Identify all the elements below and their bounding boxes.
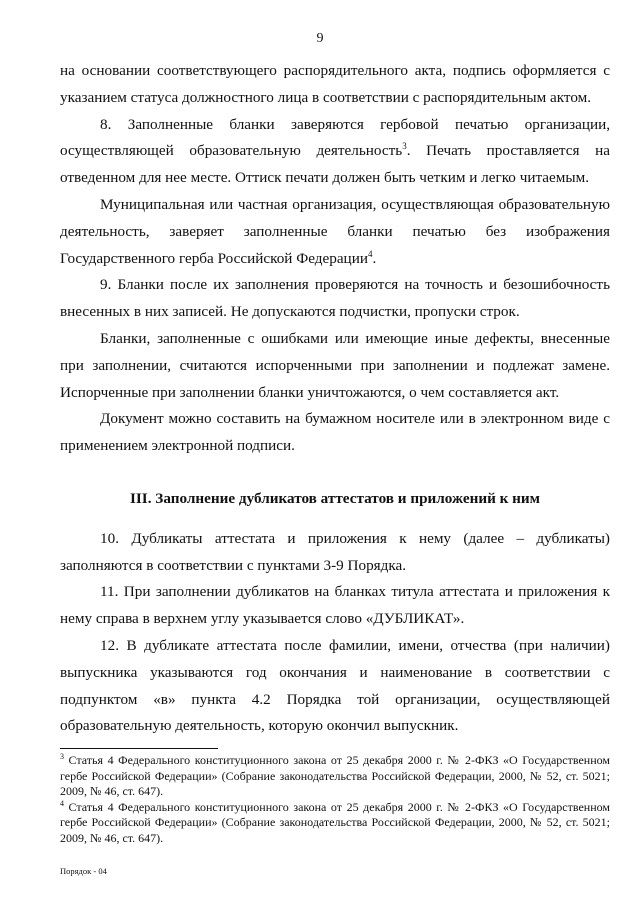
footnote-divider xyxy=(60,748,218,749)
paragraph-municipal-text-b: . xyxy=(372,249,377,267)
paragraph-electronic: Документ можно составить на бумажном носителе или в электронном виде с применением электронной подписи. xyxy=(60,410,610,455)
footnote-3 xyxy=(60,753,610,800)
footnote-mark: 3 xyxy=(60,752,64,761)
footnote-ref-3[interactable]: 3 xyxy=(402,141,407,152)
paragraph-item-8-text-b: . Печать проставляется на отведенном для нее месте. Оттиск печати должен быть четким и легко читаемым. xyxy=(60,142,610,187)
document-code: Порядок - 04 xyxy=(60,866,107,876)
body-text xyxy=(60,58,610,740)
paragraph-item-11: 11. При заполнении дубликатов на бланках титула аттестата и приложения к нему справа в верхнем углу указывается слово «ДУБЛИКАТ». xyxy=(60,583,610,628)
paragraph-item-12: 12. В дубликате аттестата после фамилии, имени, отчества (при наличии) выпускника указываются год окончания и наименование в соответствии с подпунктом «в» пункта 4.2 Порядка той организации, осуществляющей образовательную деятельность, которую окончил выпускник. xyxy=(60,636,610,735)
footnote-ref-4[interactable]: 4 xyxy=(367,248,373,259)
footnote-4 xyxy=(60,800,610,847)
paragraph-continuation: на основании соответствующего распорядительного акта, подпись оформляется с указанием статуса должностного лица в соответствии с распорядительным актом. xyxy=(60,62,610,106)
paragraph-defects: Бланки, заполненные с ошибками или имеющие иные дефекты, внесенные при заполнении, считаются испорченными при заполнении и подлежат замене. Испорченные при заполнении бланки уничтожаются, о чем составляется акт. xyxy=(60,329,610,401)
footnotes xyxy=(60,753,610,847)
footnote-text: Статья 4 Федерального конституционного закона от 25 декабря 2000 г. № 2-ФКЗ «О Государственном гербе Российской Федерации» (Собрание законодательства Российской Федерации, 2000, № 52, ст. 5021; 2009, № 46, ст. 647). xyxy=(60,753,610,799)
paragraph-municipal xyxy=(60,192,610,272)
section-heading: III. Заполнение дубликатов аттестатов и приложений к ним xyxy=(129,489,541,507)
paragraph-item-9: 9. Бланки после их заполнения проверяются на точность и безошибочность внесенных в них записей. Не допускаются подчистки, пропуски строк. xyxy=(60,276,610,321)
paragraph-item-8-text-a: 8. Заполненные бланки заверяются гербовой печатью организации, осуществляющей образовательную деятельность xyxy=(60,115,610,160)
paragraph-municipal-text-a: Муниципальная или частная организация, осуществляющая образовательную деятельность, заверяет заполненные бланки печатью без изображения Государственного герба Российской Федерации xyxy=(60,195,610,267)
page-number: 9 xyxy=(316,31,324,46)
paragraph-item-10: 10. Дубликаты аттестата и приложения к нему (далее – дубликаты) заполняются в соответствии с пунктами 3-9 Порядка. xyxy=(60,529,610,574)
footnote-text: Статья 4 Федерального конституционного закона от 25 декабря 2000 г. № 2-ФКЗ «О Государственном гербе Российской Федерации» (Собрание законодательства Российской Федерации, 2000, № 52, ст. 5021; 2009, № 46, ст. 647). xyxy=(60,799,610,845)
footnote-mark: 4 xyxy=(60,798,64,808)
paragraph-item-8 xyxy=(60,112,610,192)
